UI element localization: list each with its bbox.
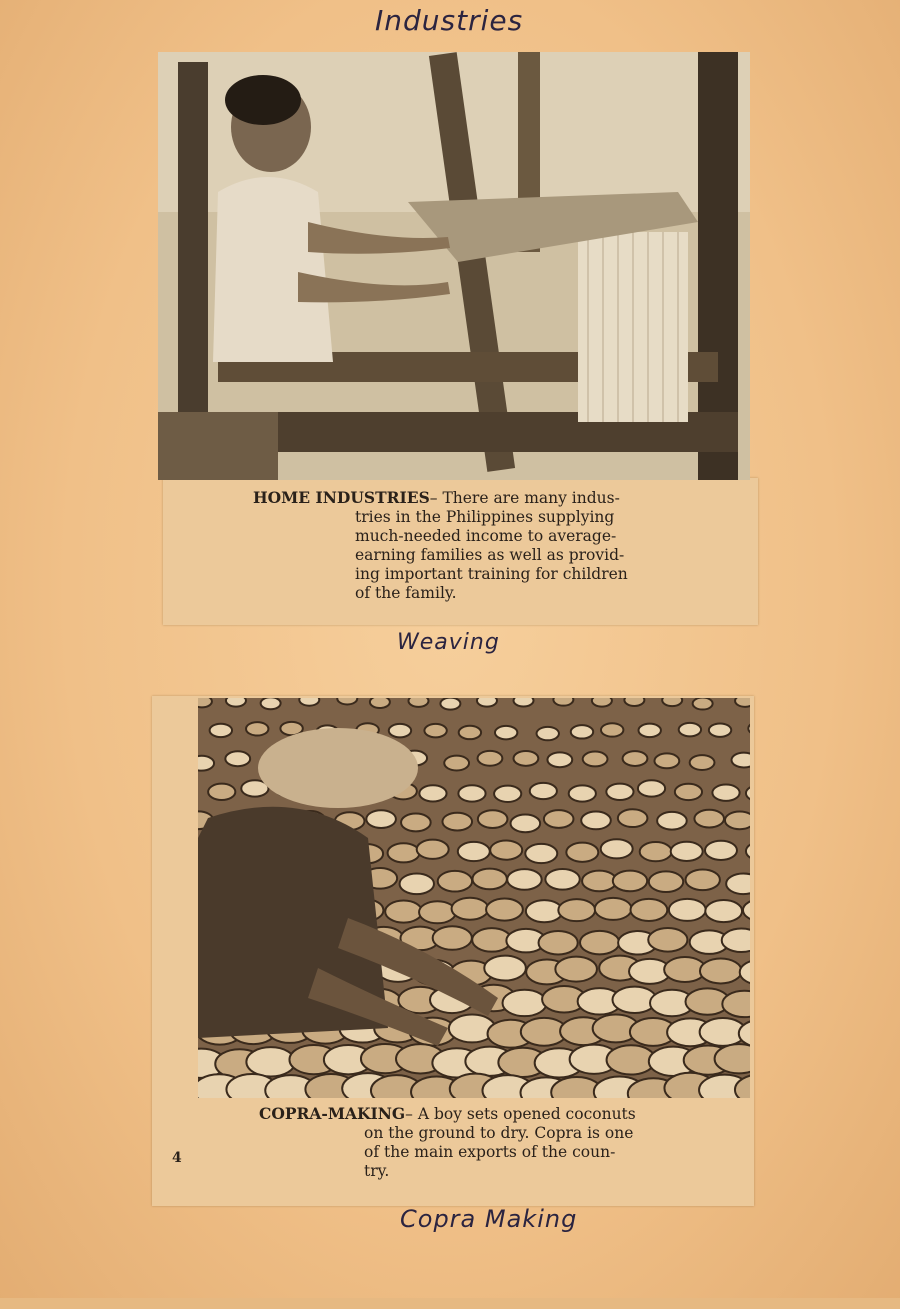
caption-line: ing important training for children <box>355 565 628 583</box>
caption-heading: HOME INDUSTRIES <box>253 488 430 507</box>
copra-photo-illustration <box>198 698 750 1098</box>
caption-line: much-needed income to average- <box>355 527 617 545</box>
caption-line: try. <box>364 1162 390 1180</box>
copra-photo <box>198 698 750 1098</box>
home-industries-caption <box>253 488 673 603</box>
caption-line: on the ground to dry. Copra is one <box>364 1124 634 1142</box>
caption-line: of the main exports of the coun- <box>364 1143 616 1161</box>
caption-line: – A boy sets opened coconuts <box>405 1105 636 1123</box>
handwritten-copra-label: Copra Making <box>400 1205 578 1233</box>
weaving-photo <box>158 52 750 480</box>
caption-line: tries in the Philippines supplying <box>355 508 615 526</box>
caption-heading: COPRA-MAKING <box>259 1104 406 1123</box>
weaving-photo-illustration <box>158 52 750 480</box>
caption-line: – There are many indus- <box>429 489 620 507</box>
handwritten-weaving-label: Weaving <box>397 630 500 655</box>
copra-making-caption <box>259 1104 679 1181</box>
page-number: 4 <box>172 1150 182 1166</box>
caption-line: earning families as well as provid- <box>355 546 625 564</box>
bottom-edge <box>0 1298 900 1309</box>
caption-line: of the family. <box>355 584 457 602</box>
handwritten-title: Industries <box>375 4 524 37</box>
